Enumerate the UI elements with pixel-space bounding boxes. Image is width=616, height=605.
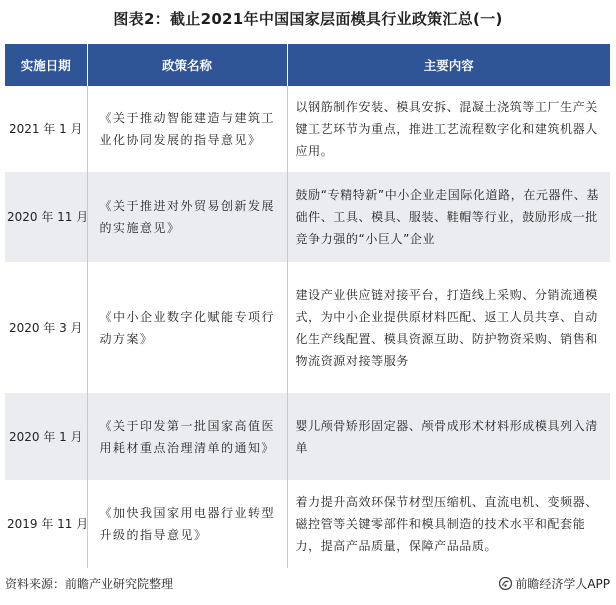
row-content: 婴儿颅骨矫形固定器、颅骨成形术材料形成模具列入清单 [287, 393, 610, 480]
row-policy-name: 《加快我国家用电器行业转型升级的指导意见》 [87, 480, 287, 568]
brand-name: 前瞻经济学人APP [515, 577, 610, 591]
row-date: 2020 年 1 月 [5, 393, 87, 480]
row-content: 鼓励“专精特新”中小企业走国际化道路，在元器件、基础件、工具、模具、服装、鞋帽等行业，鼓励形成一批竞争力强的“小巨人”企业 [287, 172, 610, 262]
table-row [5, 480, 610, 568]
row-content: 以钢筋制作安装、模具安拆、混凝土浇筑等工厂生产关键工艺环节为重点，推进工艺流程数字化和建筑机器人应用。 [287, 86, 610, 172]
row-content: 着力提升高效环保节材型压缩机、直流电机、变频器、磁控管等关键零部件和模具制造的技术水平和配套能力，提高产品质量，保障产品品质。 [287, 480, 610, 568]
footer [0, 573, 616, 597]
row-policy-name: 《中小企业数字化赋能专项行动方案》 [87, 262, 287, 393]
qianzhan-logo-icon [499, 577, 512, 590]
table-row [5, 172, 610, 262]
row-content: 建设产业供应链对接平台，打造线上采购、分销流通模式，为中小企业提供原材料匹配、返工人员共享、自动化生产线配置、模具资源互助、防护物资采购、销售和物流资源对接等服务 [287, 262, 610, 393]
row-policy-name: 《关于推动智能建造与建筑工业化协同发展的指导意见》 [87, 86, 287, 172]
row-date: 2020 年 11 月 [5, 172, 87, 262]
row-date: 2021 年 1 月 [5, 86, 87, 172]
table-row [5, 86, 610, 172]
source-note: 资料来源：前瞻产业研究院整理 [5, 577, 174, 591]
header-main-content: 主要内容 [287, 44, 610, 86]
table-row [5, 393, 610, 480]
policy-table [5, 44, 610, 568]
row-date: 2020 年 3 月 [5, 262, 87, 393]
row-date: 2019 年 11 月 [5, 480, 87, 568]
figure-title: 图表2：截止2021年中国国家层面模具行业政策汇总(一) [113, 10, 503, 28]
brand-credit [499, 575, 610, 592]
row-policy-name: 《关于印发第一批国家高值医用耗材重点治理清单的通知》 [87, 393, 287, 480]
header-date: 实施日期 [5, 44, 87, 86]
table-header-row [5, 44, 610, 86]
row-policy-name: 《关于推进对外贸易创新发展的实施意见》 [87, 172, 287, 262]
header-policy-name: 政策名称 [87, 44, 287, 86]
table-row [5, 262, 610, 393]
